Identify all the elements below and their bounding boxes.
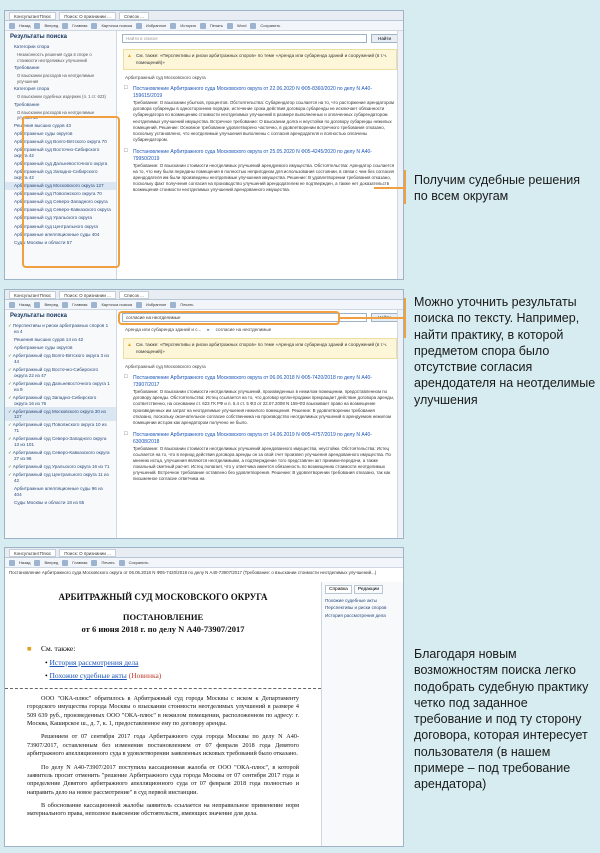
- sidebar-item[interactable]: Требование: [14, 101, 40, 107]
- sidebar-item-note: О взыскании расходов на неотделимые улучшения: [17, 110, 95, 121]
- sidebar-item[interactable]: ✓ Арбитражный суд Северо-Кавказского округа 27 из 96: [5, 449, 116, 463]
- sidebar-item[interactable]: ✓ Арбитражный суд Западно-Сибирского округа 16 из 76: [5, 394, 116, 408]
- favorites-button[interactable]: Избранное: [146, 23, 167, 28]
- browser-tabs: [5, 290, 403, 300]
- sidebar-item[interactable]: Арбитражные суды округов: [14, 130, 73, 136]
- sidebar-item[interactable]: ✓ Арбитражный суд Восточно-Сибирского округа 22 из 47: [5, 366, 116, 380]
- toolbar: [5, 300, 403, 310]
- print-icon[interactable]: [91, 560, 97, 566]
- print-button[interactable]: Печать: [180, 302, 194, 307]
- sidebar-item[interactable]: ✓ Арбитражный суд Северо-Западного округа 13 из 101: [5, 435, 116, 449]
- forward-button[interactable]: Вперед: [44, 560, 59, 565]
- list-item[interactable]: [117, 371, 403, 427]
- sidebar-item[interactable]: ✓ Арбитражный суд Уральского округа 16 из 71: [5, 463, 116, 471]
- panel-link[interactable]: История рассмотрения дела: [325, 612, 386, 618]
- sidebar-item[interactable]: Решения высших судов 43: [14, 122, 71, 128]
- list-item[interactable]: [117, 82, 403, 145]
- divider: [5, 688, 321, 689]
- paragraph: ООО "ОКА-плюс" обратилось в Арбитражный суд города Москвы с иском к Департаменту городского имущества города Москвы о взыскании стоимости неотделимых улучшений в размере 4 509 639 руб., произведенных ООО "ОКА-плюс" в нежилом помещении, расположенном по адресу: г. Москва, Каширское ш., д. 7, к. 1, предоставленное ему по договору аренды.: [27, 695, 299, 728]
- sidebar-item[interactable]: Арбитражный суд Центрального округа: [14, 223, 98, 229]
- back-button[interactable]: Назад: [19, 560, 31, 565]
- see-also-box[interactable]: ▲ См. также: «Перспективы и риски арбитражных споров» по теме «Аренда или субаренда зданий и сооружений (в т.ч. помещений)»: [123, 49, 397, 70]
- sidebar: [5, 310, 117, 539]
- paragraph: Решением от 07 сентября 2017 года Арбитражного суда города Москвы по делу N А40-73907/2017, оставленным без изменения постановлением от 07 февраля 2018 года Девятого арбитражного апелляционного суда в удовлетворении заявленных исковых требований было отказано.: [27, 733, 299, 758]
- home-button[interactable]: Главная: [72, 560, 88, 565]
- tab[interactable]: КонсультантПлюс: [9, 291, 56, 299]
- toolbar: [5, 558, 403, 568]
- sidebar-item[interactable]: Арбитражный суд Северо-Кавказского округа: [14, 207, 111, 213]
- document-summary: Требование: О взыскании убытков, процентов. Обстоятельства: Субарендатор ссылается на то, что расторжение арендатором договора субаренды в одностороннем порядке, истечение срока действия договора субаренды не исключает обязанности субарендатора по возмещению стоимости неотделимых улучшений в размере выполненных и оплаченных субарендатором неотделимых улучшений имущества. Встречное требование: О взыскании долга и неустойки по договору субаренды нежилых помещений. Решение: Основное требование удовлетворено частично, в удовлетворении встречного требования отказано, поскольку установлено, что неотделимые улучшения выполнены с согласия арендодателя и полностью оплачены субарендатором.: [133, 100, 395, 142]
- sidebar-item[interactable]: Арбитражный суд Дальневосточного округа: [14, 161, 108, 167]
- sidebar-item[interactable]: Категории спора: [14, 44, 50, 50]
- new-badge: (Новинка): [128, 671, 162, 680]
- breadcrumb: [117, 325, 403, 335]
- tab[interactable]: Список ...: [119, 291, 149, 299]
- panel-link[interactable]: Похожие судебные акты: [325, 598, 377, 603]
- tab-reference[interactable]: Справка: [325, 585, 352, 594]
- favorites-button[interactable]: Избранное: [146, 302, 167, 307]
- highlight-frame: [118, 311, 340, 325]
- results-pane: [117, 310, 403, 539]
- search-input[interactable]: Найти в списке: [122, 34, 367, 43]
- search-card-icon[interactable]: [91, 302, 97, 308]
- sidebar-item[interactable]: Требование: [14, 65, 40, 71]
- document-type: ПОСТАНОВЛЕНИЕ: [122, 612, 204, 622]
- document-link[interactable]: □ Постановление Арбитражного суда Московского округа от 06.06.2018 N Ф05-7420/2018 по делу N А40-73907/2017: [133, 375, 372, 389]
- print-button[interactable]: Печать: [209, 23, 223, 28]
- document-summary: Требование: О взыскании стоимости неотделимых улучшений, произведенных в нежилом помещении, предоставленном по договору аренды. Обстоятельства: Истец ссылается на то, что договор купли-продажи прекращает действие договора аренды, соответственно, на основании ст. 623 ГК РФ и п. 5.4 ст. 5 ФЗ от 22.07.2008 N 159-ФЗ взыскивает право на возмещение произведенных им затрат на неотделимые улучшения нежилого помещения. Решение: В удовлетворении требования отказано, поскольку окончательное согласие собственника на производство неотделимых улучшений в арендуемом нежилом помещении истцом как арендатором получено не было.: [133, 389, 395, 425]
- scrollbar[interactable]: [397, 31, 403, 280]
- sidebar-item[interactable]: Арбитражные апелляционные суды 404: [14, 231, 100, 237]
- screenshot-document-view: [4, 547, 404, 847]
- connector-line: [340, 317, 406, 319]
- tab-editions[interactable]: Редакции: [354, 585, 383, 594]
- sidebar-item[interactable]: ✓ Арбитражный суд Московского округа 30 из 127: [5, 407, 116, 421]
- list-item: • История рассмотрения дела: [45, 658, 139, 667]
- highlight-frame: [22, 116, 120, 268]
- sidebar-item-note: Незаконность решения суда в споре о стоимости неотделимых улучшений: [17, 52, 92, 63]
- forward-button[interactable]: Вперед: [44, 302, 59, 307]
- sidebar-item[interactable]: Арбитражный суд Восточно-Сибирского округа 42: [14, 147, 100, 158]
- sidebar-title: Результаты поиска: [10, 313, 67, 319]
- home-button[interactable]: Главная: [72, 23, 88, 28]
- connector-line: [404, 298, 406, 338]
- sidebar-item[interactable]: Арбитражный суд Западно-Сибирского округа 42: [14, 169, 98, 180]
- court-name: АРБИТРАЖНЫЙ СУД МОСКОВСКОГО ОКРУГА: [58, 592, 268, 602]
- print-icon[interactable]: [170, 302, 176, 308]
- sidebar-item[interactable]: Арбитражные апелляционные суды 96 из 404: [14, 485, 103, 497]
- sidebar-item-note: О взыскании судебных издержек (п. 1 ст. 623): [17, 94, 106, 100]
- document-summary: Требование: О взыскании стоимости неотделимых улучшений арендуемого имущества. Обстоятельства: Арендатор ссылается на то, что ему были переданы помещения в полностью непригодном для использования состоянии, в связи с чем без согласия арендодателя им были произведены неотделимые улучшения имущества. Решение: В удовлетворении требования отказано, поскольку факт получения согласия на производство улучшений арендодателем не подтвержден, а также нет доказательств возмещения стоимости неотделимых улучшений арендованного имущества.: [133, 162, 395, 193]
- paragraph: По делу N А40-73907/2017 поступила кассационная жалоба от ООО "ОКА-плюс", в которой заявитель просит отменить "решение Арбитражного суда города Москвы от 07 сентября 2017 года и определение Девятого арбитражного апелляционного суда от 07 февраля 2018 года полностью и направить дело на новое рассмотрение" в суд первой инстанции.: [27, 763, 299, 796]
- browser-tabs: [5, 548, 403, 558]
- toolbar: [5, 21, 403, 31]
- sidebar-item[interactable]: Категория спора: [14, 86, 50, 92]
- search-card-button[interactable]: Карточка поиска: [101, 23, 133, 28]
- panel-link[interactable]: Перспективы и риски споров: [325, 605, 387, 611]
- sidebar-item[interactable]: Арбитражный суд Северо-Западного округа: [14, 199, 108, 205]
- sidebar-item[interactable]: Арбитражный суд Волго-Вятского округа 70: [14, 139, 107, 145]
- connector-line: [404, 170, 406, 204]
- favorites-icon[interactable]: [136, 23, 142, 29]
- connector-line: [374, 187, 404, 189]
- back-button[interactable]: Назад: [19, 302, 31, 307]
- favorites-icon[interactable]: [136, 302, 142, 308]
- see-also-box[interactable]: ▲ См. также: «Перспективы и риски арбитражных споров» по теме «Аренда или субаренда зданий и сооружений (в т.ч. помещений)»: [123, 338, 397, 359]
- sidebar-item[interactable]: ✓ Перспективы и риски арбитражных споров 1 из 4: [5, 322, 116, 336]
- sidebar-item[interactable]: Арбитражный суд Уральского округа: [14, 215, 92, 221]
- list-item[interactable]: [117, 428, 403, 484]
- sidebar-item[interactable]: Суды Москвы и области 57: [14, 239, 72, 245]
- search-card-icon[interactable]: [91, 23, 97, 29]
- word-button[interactable]: Word: [236, 23, 247, 28]
- breadcrumb-item[interactable]: Аренда или субаренда зданий и с...: [125, 327, 202, 332]
- back-icon[interactable]: [9, 302, 15, 308]
- sidebar-item[interactable]: ✓ Арбитражный суд Центрального округа 11 из 42: [5, 471, 116, 485]
- callout-text: Можно уточнить результаты поиска по тексту. Например, найти практику, в которой предметом спора было отсутствие согласия арендодателя на неотделимые улучшения: [414, 295, 596, 407]
- sidebar-title: Результаты поиска: [10, 34, 67, 40]
- print-button[interactable]: Печать: [101, 560, 115, 565]
- list-item[interactable]: [117, 145, 403, 195]
- see-also-block: [27, 644, 299, 680]
- results-pane: [117, 31, 403, 280]
- tab[interactable]: Список ...: [119, 12, 149, 20]
- court-heading: Арбитражный суд Московского округа: [125, 364, 206, 370]
- forward-icon[interactable]: [34, 560, 40, 566]
- scrollbar[interactable]: [397, 310, 403, 539]
- tab[interactable]: КонсультантПлюс: [9, 12, 56, 20]
- sidebar-item[interactable]: ✓ Арбитражный суд Дальневосточного округа 1 из 9: [5, 380, 116, 394]
- screenshot-search-results-2: [4, 289, 404, 539]
- search-bar: [117, 31, 403, 46]
- search-button[interactable]: Найти: [371, 34, 398, 43]
- save-icon[interactable]: [250, 23, 256, 29]
- sidebar-item[interactable]: Решения высших судов 14 из 42: [14, 337, 84, 343]
- print-icon[interactable]: [200, 23, 206, 29]
- court-heading: Арбитражный суд Московского округа: [125, 75, 206, 81]
- chevron-right-icon: ▸: [207, 327, 210, 332]
- similar-acts-link[interactable]: Похожие судебные акты: [49, 671, 127, 680]
- word-icon[interactable]: [227, 23, 233, 29]
- back-icon[interactable]: [9, 23, 15, 29]
- home-icon[interactable]: [62, 560, 68, 566]
- browser-tabs: [5, 11, 403, 21]
- tab[interactable]: КонсультантПлюс: [9, 549, 56, 557]
- document-link[interactable]: □ Постановление Арбитражного суда Московского округа от 25.05.2020 N Ф05-4245/2020 по делу N А40-79950/2019: [133, 148, 372, 162]
- sidebar-item[interactable]: Суды Москвы и области 18 из 55: [14, 499, 85, 505]
- forward-icon[interactable]: [34, 302, 40, 308]
- sidebar-item[interactable]: Арбитражный суд Московского округа 127: [5, 182, 116, 190]
- save-button[interactable]: Сохранить: [260, 23, 281, 28]
- home-icon[interactable]: [62, 302, 68, 308]
- document-link[interactable]: □ Постановление Арбитражного суда Московского округа от 14.06.2019 N Ф05-4757/2019 по делу N А40-63008/2018: [133, 431, 372, 445]
- document-date: от 6 июня 2018 г. по делу N А40-73907/2017: [81, 624, 245, 634]
- tab[interactable]: Поиск: О признании ...: [59, 12, 116, 20]
- back-icon[interactable]: [9, 560, 15, 566]
- document-link[interactable]: □ Постановление Арбитражного суда Московского округа от 22.06.2020 N Ф05-8360/2020 по делу N А40-159615/2019: [133, 86, 372, 100]
- case-history-link[interactable]: История рассмотрения дела: [49, 658, 139, 667]
- document-summary: Требование: О взыскании стоимости неотделимых улучшений арендованного имущества, неустойки. Обстоятельства: Истец ссылается на то, что в период действия договора аренды он за свой счет произвел улучшения арендованного имущества. По мнению истца, улучшения являются неотделимыми, а подтверждение того представлен акт приемки-передачи, а также локальный сметный расчет. Истец полагает, что у ответчика имеется обязанность по возмещению стоимости неотделимых улучшений. Встречное требование оставлено без удовлетворения. Решение: В удовлетворении требования отказано, так как письменное согласие ответчика на: [133, 445, 391, 482]
- home-button[interactable]: Главная: [72, 302, 88, 307]
- list-item: • Похожие судебные акты (Новинка): [45, 671, 162, 680]
- sidebar-item[interactable]: ✓ Арбитражный суд Волго-Вятского округа 3 из 44: [5, 352, 116, 366]
- right-panel: [321, 582, 403, 846]
- forward-icon[interactable]: [34, 23, 40, 29]
- sidebar-item[interactable]: Арбитражные суды округов: [14, 345, 73, 351]
- tab[interactable]: Поиск: О признании ...: [59, 291, 116, 299]
- paragraph: В обоснование кассационной жалобы заявитель ссылается на неправильное применение норм материального права, неполное выяснение обстоятельств, имеющих значение для дела.: [27, 801, 299, 818]
- home-icon[interactable]: [62, 23, 68, 29]
- sidebar-item-note: О взыскании расходов на неотделимые улучшения: [17, 73, 95, 84]
- search-input[interactable]: согласие на неотделимые: [122, 313, 367, 322]
- search-card-button[interactable]: Карточка поиска: [101, 302, 133, 307]
- breadcrumb-item[interactable]: согласие на неотделимые: [215, 327, 272, 332]
- see-also-label: См. также:: [41, 644, 76, 653]
- callout-text: Получим судебные решения по всем округам: [414, 173, 580, 204]
- forward-button[interactable]: Вперед: [44, 23, 59, 28]
- callout-text: Благодаря новым возможностям поиска легко подобрать судебную практику четко под заданное требование и под ту сторону договора, которая интересует пользователя (в нашем примере – под требование арендатора): [414, 647, 589, 791]
- back-button[interactable]: Назад: [19, 23, 31, 28]
- history-button[interactable]: История: [180, 23, 196, 28]
- tab[interactable]: Поиск: О признании ...: [59, 549, 116, 557]
- document-header-line: Постановление Арбитражного суда Московского округа от 06.06.2018 N Ф05-7420/2018 по делу N А40-73907/2017 (Требование: о взыскании стоимости неотделимых улучшений...): [9, 570, 377, 575]
- sidebar-item[interactable]: ✓ Арбитражный суд Поволжского округа 10 из 71: [5, 421, 116, 435]
- info-icon: ■: [27, 644, 32, 653]
- document-body: [5, 582, 321, 846]
- save-button[interactable]: Сохранить: [128, 560, 149, 565]
- sidebar-item[interactable]: Арбитражный суд Поволжского округа 70: [14, 191, 102, 197]
- save-icon[interactable]: [119, 560, 125, 566]
- history-icon[interactable]: [170, 23, 176, 29]
